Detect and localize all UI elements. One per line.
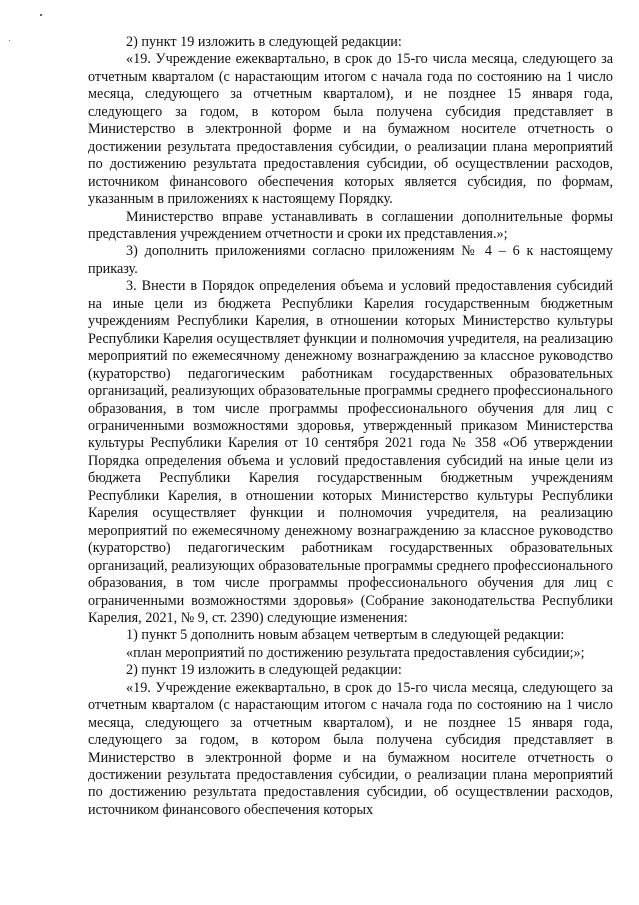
- paragraph-point-19-text-second: «19. Учреждение ежеквартально, в срок до 15-го числа месяца, следующего за отчетным кварталом (с нарастающим итогом с начала года по состоянию на 1 число месяца, следующего за отчетным кварталом), и не позднее 15 января года, следующего за годом, в котором была получена субсидия представляет в Министерство в электронной форме и на бумажном носителе отчетность о достижении результата предоставления субсидии, о реализации плана мероприятий по достижению результата предоставления субсидии, об осуществлении расходов, источником финансового обеспечения которых: [88, 679, 613, 818]
- paragraph-item-2-point-19-second: 2) пункт 19 изложить в следующей редакции:: [126, 662, 402, 679]
- scan-speck: [40, 14, 42, 16]
- paragraph-item-1-point-5: 1) пункт 5 дополнить новым абзацем четвертым в следующей редакции:: [126, 627, 565, 644]
- scan-speck: [9, 40, 10, 41]
- paragraph-point-19-text: «19. Учреждение ежеквартально, в срок до 15-го числа месяца, следующего за отчетным кварталом (с нарастающим итогом с начала года по состоянию на 1 число месяца, следующего за отчетным кварталом), и не позднее 15 января года, следующего за годом, в котором была получена субсидия представляет в Министерство в электронной форме и на бумажном носителе отчетность о достижении результата предоставления субсидии, о реализации плана мероприятий по достижению результата предоставления субсидии, об осуществлении расходов, источником финансового обеспечения которых является субсидия, по формам, указанным в приложениях к настоящему Порядку.: [88, 51, 613, 208]
- paragraph-item-3-appendices: 3) дополнить приложениями согласно приложениям № 4 – 6 к настоящему приказу.: [88, 243, 613, 277]
- paragraph-plan-of-measures: «план мероприятий по достижению результата предоставления субсидии;»;: [126, 644, 585, 661]
- document-body: [88, 34, 613, 819]
- paragraph-ministry-rights: Министерство вправе устанавливать в соглашении дополнительные формы представления учреждением отчетности и сроки их представления.»;: [88, 208, 613, 242]
- paragraph-item-2-point-19: 2) пункт 19 изложить в следующей редакции:: [126, 34, 402, 50]
- paragraph-section-3-amendments: 3. Внести в Порядок определения объема и условий предоставления субсидий на иные цели из бюджета Республики Карелия государственным бюджетным учреждениям Республики Карелия, в отношении которых Министерство культуры Республики Карелия осуществляет функции и полномочия учредителя, на реализацию мероприятий по ежемесячному денежному вознаграждению за классное руководство (кураторство) педагогическим работникам государственных образовательных организаций, реализующих образовательные программы среднего профессионального образования, в том числе программы профессионального обучения для лиц с ограниченными возможностями здоровья, утвержденный приказом Министерства культуры Республики Карелия от 10 сентября 2021 года № 358 «Об утверждении Порядка определения объема и условий предоставления субсидий на иные цели из бюджета Республики Карелия государственным бюджетным учреждениям Республики Карелия, в отношении которых Министерство культуры Республики Карелия осуществляет функции и полномочия учредителя, на реализацию мероприятий по ежемесячному денежному вознаграждению за классное руководство (кураторство) педагогическим работникам государственных образовательных организаций, реализующих образовательные программы среднего профессионального образования, в том числе программы профессионального обучения для лиц с ограниченными возможностями здоровья» (Собрание законодательства Республики Карелия, 2021, № 9, ст. 2390) следующие изменения:: [88, 278, 613, 626]
